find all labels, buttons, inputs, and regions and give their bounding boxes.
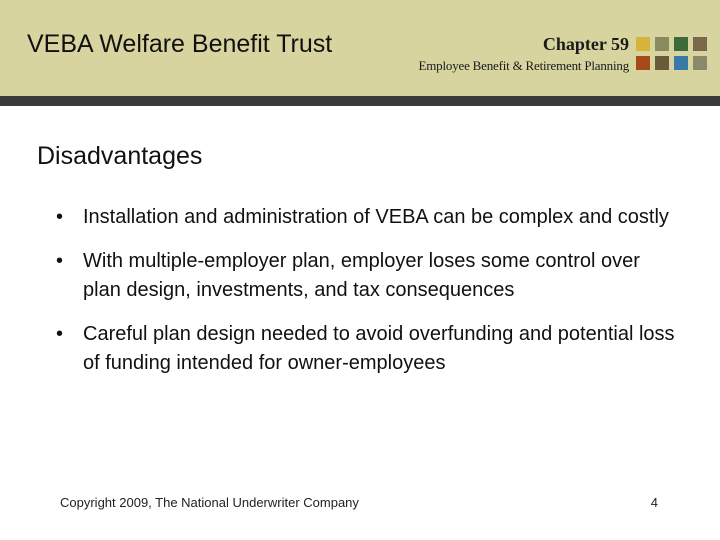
bullet-item xyxy=(56,320,676,379)
bullet-item xyxy=(56,247,676,306)
bullet-text: Careful plan design needed to avoid overfunding and potential loss of funding intended for owner-employees xyxy=(83,322,675,374)
decorative-square xyxy=(655,37,669,51)
page-number: 4 xyxy=(650,495,658,510)
header-divider-bar xyxy=(0,96,720,106)
bullet-list xyxy=(56,203,676,393)
decorative-square xyxy=(674,37,688,51)
decorative-square xyxy=(693,56,707,70)
bullet-item xyxy=(56,203,676,233)
bullet-dot: • xyxy=(56,322,64,345)
decorative-square xyxy=(636,56,650,70)
bullet-dot: • xyxy=(56,249,64,272)
decorative-squares xyxy=(636,37,716,73)
decorative-square xyxy=(655,56,669,70)
decorative-square xyxy=(674,56,688,70)
header-subtitle: Employee Benefit & Retirement Planning xyxy=(418,58,629,73)
copyright-footer: Copyright 2009, The National Underwriter Company xyxy=(60,495,359,510)
bullet-text: Installation and administration of VEBA can be complex and costly xyxy=(83,206,669,228)
bullet-text: With multiple-employer plan, employer loses some control over plan design, investments, and tax consequences xyxy=(83,249,640,301)
decorative-square xyxy=(693,37,707,51)
slide-heading: Disadvantages xyxy=(37,142,203,170)
chapter-label: Chapter 59 xyxy=(542,34,629,54)
header-title: VEBA Welfare Benefit Trust xyxy=(27,30,333,58)
slide-header xyxy=(0,0,720,96)
bullet-dot: • xyxy=(56,206,64,228)
decorative-square xyxy=(636,37,650,51)
